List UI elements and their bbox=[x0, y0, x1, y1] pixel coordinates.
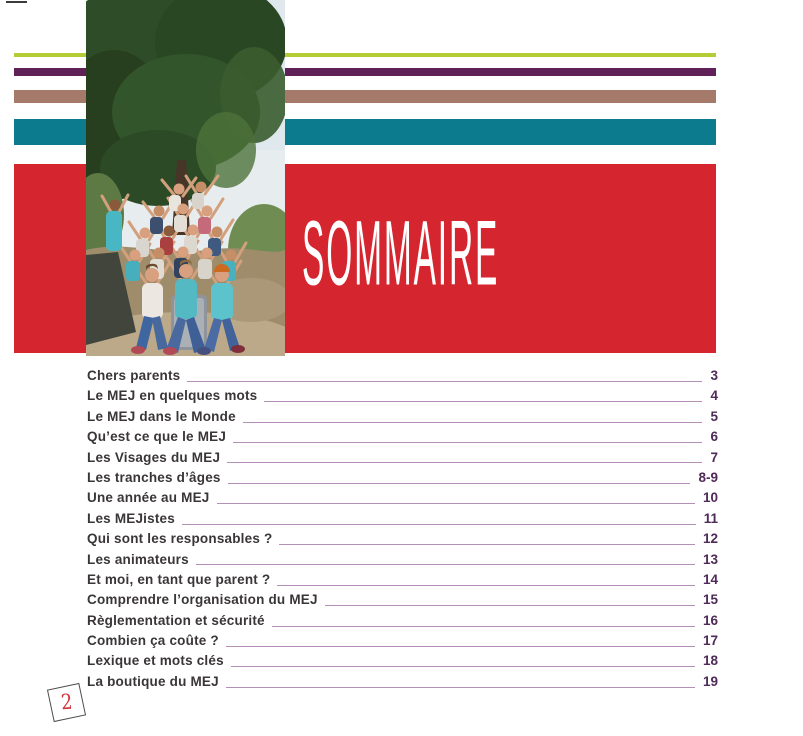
toc-entry[interactable] bbox=[87, 611, 718, 631]
toc-entry-page: 15 bbox=[702, 592, 718, 608]
toc-leader-line bbox=[227, 462, 702, 463]
toc-entry[interactable] bbox=[87, 672, 718, 692]
toc-entry-label: Le MEJ dans le Monde bbox=[87, 408, 236, 424]
page-title: SOMMAIRE bbox=[302, 202, 500, 305]
toc-entry[interactable] bbox=[87, 550, 718, 570]
toc-entry-page: 19 bbox=[702, 673, 718, 689]
toc-entry-label: Chers parents bbox=[87, 368, 181, 383]
toc-entry-page: 10 bbox=[702, 490, 718, 506]
toc-leader-line bbox=[264, 401, 702, 402]
toc-entry[interactable] bbox=[87, 386, 718, 406]
toc-entry[interactable] bbox=[87, 488, 718, 508]
toc-leader-line bbox=[277, 585, 695, 586]
toc-leader-line bbox=[325, 605, 695, 606]
toc-leader-line bbox=[272, 626, 695, 627]
toc-entry-page: 13 bbox=[702, 551, 718, 567]
crop-mark bbox=[6, 1, 27, 3]
toc-entry-page: 3 bbox=[710, 368, 718, 383]
toc-leader-line bbox=[226, 646, 695, 647]
toc-entry-page: 6 bbox=[710, 429, 718, 445]
page-number: 2 bbox=[59, 689, 73, 715]
toc-entry-page: 17 bbox=[702, 633, 718, 649]
toc-entry[interactable] bbox=[87, 509, 718, 529]
toc-entry-label: Le MEJ en quelques mots bbox=[87, 388, 258, 404]
toc-leader-line bbox=[233, 442, 702, 443]
toc-entry-page: 5 bbox=[710, 408, 718, 424]
toc-entry-page: 4 bbox=[710, 388, 718, 404]
toc-entry-label: Comprendre l’organisation du MEJ bbox=[87, 592, 318, 608]
toc-entry[interactable] bbox=[87, 651, 718, 671]
toc-entry[interactable] bbox=[87, 590, 718, 610]
toc-entry[interactable] bbox=[87, 570, 718, 590]
toc-leader-line bbox=[217, 503, 695, 504]
toc-entry-page: 8-9 bbox=[698, 469, 718, 485]
toc-entry-page: 12 bbox=[702, 531, 718, 547]
toc-leader-line bbox=[279, 544, 695, 545]
toc-entry-label: Les animateurs bbox=[87, 551, 189, 567]
toc-entry-label: Les Visages du MEJ bbox=[87, 449, 221, 465]
group-photo-illustration bbox=[86, 0, 285, 356]
toc-entry-page: 16 bbox=[702, 612, 718, 628]
toc-entry-label: Qu’est ce que le MEJ bbox=[87, 429, 227, 445]
toc-leader-line bbox=[243, 422, 703, 423]
table-of-contents bbox=[87, 366, 718, 692]
toc-entry-label: Combien ça coûte ? bbox=[87, 633, 219, 649]
toc-entry[interactable] bbox=[87, 468, 718, 488]
toc-entry[interactable] bbox=[87, 529, 718, 549]
toc-leader-line bbox=[228, 483, 691, 484]
toc-entry-page: 18 bbox=[702, 653, 718, 669]
toc-entry-label: Les MEJistes bbox=[87, 510, 175, 526]
toc-entry-label: Une année au MEJ bbox=[87, 490, 210, 506]
group-photo bbox=[86, 0, 285, 356]
toc-leader-line bbox=[196, 564, 695, 565]
toc-entry[interactable] bbox=[87, 366, 718, 386]
toc-entry-page: 14 bbox=[702, 571, 718, 587]
toc-entry[interactable] bbox=[87, 631, 718, 651]
toc-leader-line bbox=[226, 687, 695, 688]
toc-entry[interactable] bbox=[87, 407, 718, 427]
toc-entry-label: Qui sont les responsables ? bbox=[87, 531, 273, 547]
toc-entry-page: 11 bbox=[703, 510, 718, 526]
toc-entry-label: Lexique et mots clés bbox=[87, 653, 224, 669]
toc-entry-page: 7 bbox=[710, 449, 718, 465]
toc-entry-label: Règlementation et sécurité bbox=[87, 612, 265, 628]
toc-leader-line bbox=[187, 381, 702, 382]
page-number-badge bbox=[47, 683, 86, 722]
toc-entry[interactable] bbox=[87, 448, 718, 468]
toc-entry-label: Et moi, en tant que parent ? bbox=[87, 571, 271, 587]
toc-entry[interactable] bbox=[87, 427, 718, 447]
toc-entry-label: La boutique du MEJ bbox=[87, 673, 219, 689]
toc-leader-line bbox=[182, 524, 696, 525]
toc-entry-label: Les tranches d’âges bbox=[87, 469, 221, 485]
toc-leader-line bbox=[231, 666, 695, 667]
